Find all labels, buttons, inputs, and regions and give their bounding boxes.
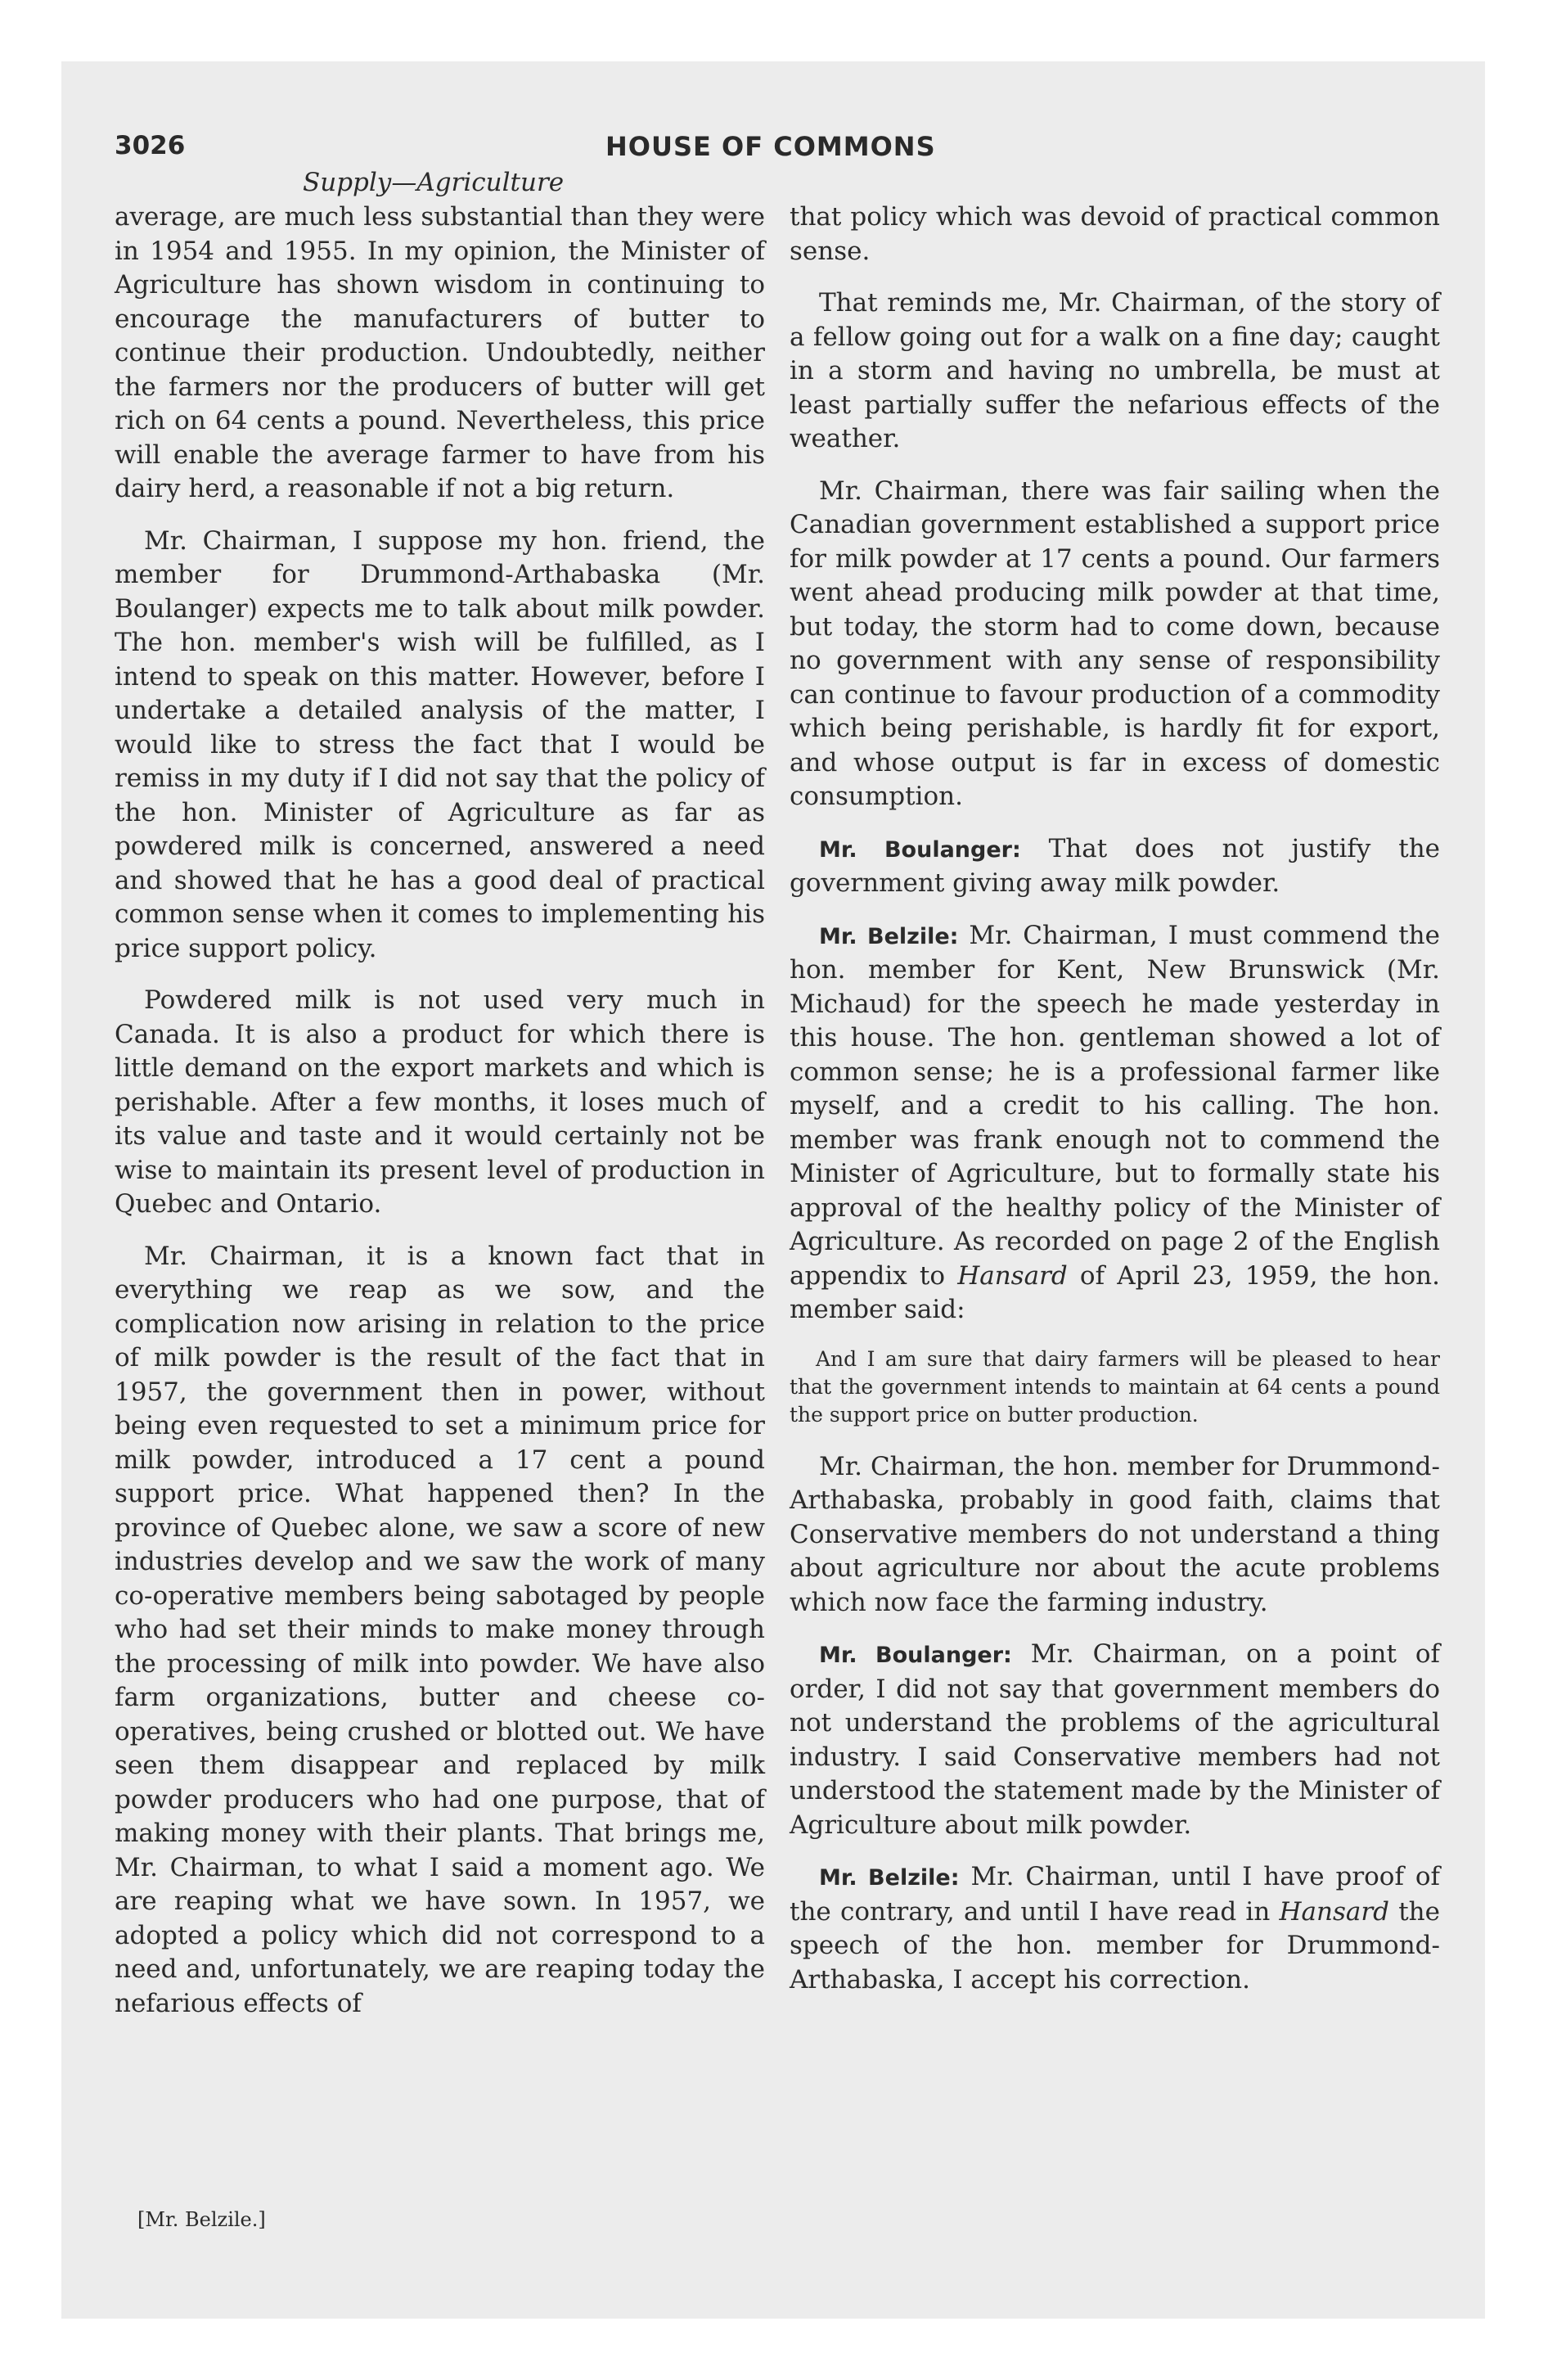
page-title: HOUSE OF COMMONS bbox=[605, 131, 936, 162]
paragraph: Mr. Chairman, the hon. member for Drummond-Arthabaska, probably in good faith, claims that Conservative members do not understand a thing about agriculture nor about the acute problems which now face the farming industry. bbox=[790, 1451, 1440, 1617]
speech-belzile bbox=[790, 919, 1440, 1327]
paragraph: Mr. Chairman, it is a known fact that in everything we reap as we sow, and the complication now arising in relation to the price of milk powder is the result of the fact that in 1957, the government then in power, without being even requested to set a minimum price for milk powder, introduced a 17 cent a pound support price. What happened then? In the province of Quebec alone, we saw a score of new industries develop and we saw the work of many co-operative members being sabotaged by people who had set their minds to make money through the processing of milk into powder. We have also farm organizations, butter and cheese co-operatives, being crushed or blotted out. We have seen them disappear and replaced by milk powder producers who had one purpose, that of making money with their plants. That brings me, Mr. Chairman, to what I said a moment ago. We are reaping what we have sown. In 1957, we adopted a policy which did not correspond to a need and, unfortunately, we are reaping today the nefarious effects of bbox=[115, 1241, 765, 2018]
page-number: 3026 bbox=[115, 131, 186, 160]
section-title: Supply—Agriculture bbox=[303, 168, 565, 197]
speech-boulanger bbox=[790, 832, 1440, 901]
speech-text: Mr. Chairman, I must commend the hon. member for Kent, New Brunswick (Mr. Michaud) for the speech he made yesterday in this house. The hon. gentleman showed a lot of common sense; he is a professional farmer like myself, and a credit to his calling. The hon. member was frank enough not to commend the Minister of Agriculture, but to formally state his approval of the healthy policy of the Minister of Agriculture. As recorded on page 2 of the English appendix to bbox=[790, 920, 1440, 1291]
page-header bbox=[115, 131, 949, 172]
speech-text: Mr. Chairman, until I have proof of the contrary, and until I have read in bbox=[790, 1862, 1440, 1927]
speaker-name: Mr. Belzile: bbox=[819, 1865, 960, 1891]
speech-boulanger bbox=[790, 1638, 1440, 1842]
speech-text: the speech of the hon. member for Drummond-Arthabaska, I accept his correction. bbox=[790, 1896, 1440, 1995]
speech-belzile bbox=[790, 1860, 1440, 1997]
hansard-reference: Hansard bbox=[957, 1260, 1068, 1291]
block-quote: And I am sure that dairy farmers will be pleased to hear that the government intends to maintain at 64 cents a pound the support price on butter production. bbox=[790, 1346, 1440, 1427]
paragraph: Mr. Chairman, I suppose my hon. friend, the member for Drummond-Arthabaska (Mr. Boulanger) expects me to talk about milk powder. The hon. member's wish will be fulfilled, as I intend to speak on this matter. However, before I undertake a detailed analysis of the matter, I would like to stress the fact that I would be remiss in my duty if I did not say that the policy of the hon. Minister of Agriculture as far as powdered milk is concerned, answered a need and showed that he has a good deal of practical common sense when it comes to implementing his price support policy. bbox=[115, 525, 765, 963]
left-column bbox=[115, 201, 765, 2039]
speech-text: Mr. Chairman, on a point of order, I did not say that government members do not understand the problems of the agricultural industry. I said Conservative members had not understood the statement made by the Minister of Agriculture about milk powder. bbox=[790, 1639, 1441, 1840]
paragraph: That reminds me, Mr. Chairman, of the story of a fellow going out for a walk on a fine day; caught in a storm and having no umbrella, be must at least partially suffer the nefarious effects of the weather. bbox=[790, 288, 1440, 453]
hansard-reference: Hansard bbox=[1279, 1896, 1390, 1927]
speaker-name: Mr. Boulanger: bbox=[819, 1643, 1012, 1668]
speech-text: of April 23, 1959, the hon. member said: bbox=[790, 1260, 1440, 1324]
speech-text: That does not justify the government giving away milk powder. bbox=[790, 833, 1441, 898]
paragraph: that policy which was devoid of practical common sense. bbox=[790, 202, 1440, 266]
right-column bbox=[790, 201, 1440, 2015]
speaker-name: Mr. Boulanger: bbox=[819, 836, 1021, 863]
paragraph: Mr. Chairman, there was fair sailing when the Canadian government established a support price for milk powder at 17 cents a pound. Our farmers went ahead producing milk powder at that time, but today, the storm had to come down, because no government with any sense of responsibility can continue to favour production of a commodity which being perishable, is hardly fit for export, and whose output is far in excess of domestic consumption. bbox=[790, 476, 1440, 811]
paragraph: Powdered milk is not used very much in Canada. It is also a product for which there is little demand on the export markets and which is perishable. After a few months, it loses much of its value and taste and it would certainly not be wise to maintain its present level of production in Quebec and Ontario. bbox=[115, 985, 765, 1219]
paragraph: average, are much less substantial than they were in 1954 and 1955. In my opinion, the Minister of Agriculture has shown wisdom in continuing to encourage the manufacturers of butter to continue their production. Undoubtedly, neither the farmers nor the producers of butter will get rich on 64 cents a pound. Nevertheless, this price will enable the average farmer to have from his dairy herd, a reasonable if not a big return. bbox=[115, 202, 765, 503]
speaker-name: Mr. Belzile: bbox=[819, 923, 959, 949]
speaker-credit: [Mr. Belzile.] bbox=[137, 2208, 266, 2231]
